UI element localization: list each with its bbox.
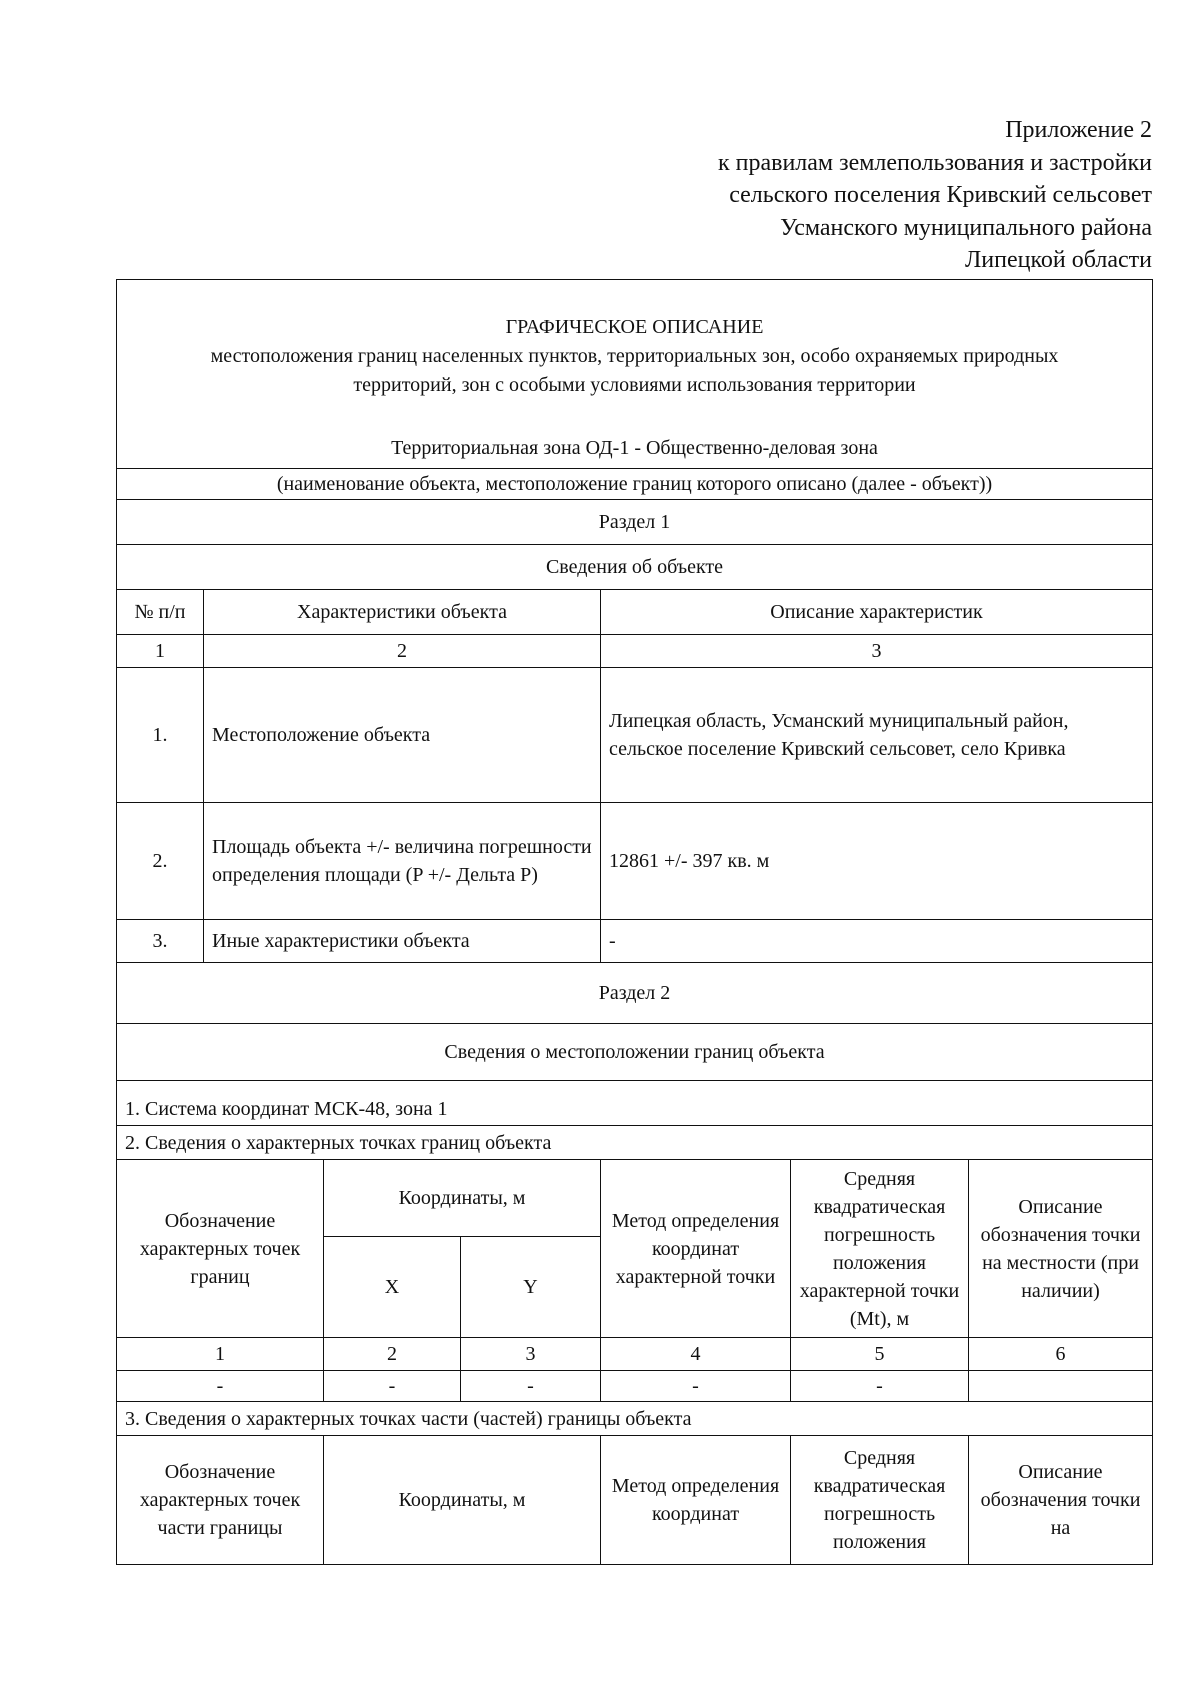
header-line-appendix: Приложение 2 (1005, 117, 1152, 143)
points-num-4: 4 (601, 1338, 791, 1371)
parts-col-description: Описание обозначения точки на (969, 1436, 1153, 1565)
points-num-3: 3 (461, 1338, 601, 1371)
parts-col-designation: Обозначение характерных точек части границы (117, 1436, 324, 1565)
row-description: Липецкая область, Усманский муниципальный район, сельское поселение Кривский сельсовет, село Кривка (601, 668, 1153, 803)
header-line-region: Липецкой области (965, 247, 1152, 273)
header-line-rules: к правилам землепользования и застройки (717, 149, 1152, 176)
row-characteristic: Площадь объекта +/- величина погрешности определения площади (P +/- Дельта P) (204, 803, 601, 920)
points-num-1: 1 (117, 1338, 324, 1371)
document-subtitle-line2: территорий, зон с особыми условиями использования территории (353, 374, 916, 396)
points-cell: - (601, 1371, 791, 1402)
col-header-characteristics: Характеристики объекта (204, 590, 601, 635)
section1-subtitle: Сведения об объекте (117, 545, 1153, 590)
points-col-x: X (324, 1237, 461, 1338)
parts-col-method: Метод определения координат (601, 1436, 791, 1565)
points-cell (969, 1371, 1153, 1402)
col-number-2: 2 (204, 635, 601, 668)
section1-title: Раздел 1 (117, 500, 1153, 545)
parts-col-coords: Координаты, м (324, 1436, 601, 1565)
table-row (117, 668, 1153, 803)
header-line-settlement: сельского поселения Кривский сельсовет (729, 182, 1152, 208)
points-num-2: 2 (324, 1338, 461, 1371)
points-cell: - (117, 1371, 324, 1402)
row-characteristic: Иные характеристики объекта (204, 920, 601, 963)
points-col-coords: Координаты, м (324, 1160, 601, 1237)
points-col-method: Метод определения координат характерной точки (601, 1160, 791, 1338)
row-description: - (601, 920, 1153, 963)
title-cell (117, 280, 1153, 469)
col-header-number: № п/п (117, 590, 204, 635)
table-row (117, 1371, 1153, 1402)
object-name: Территориальная зона ОД-1 - Общественно-деловая зона (391, 437, 878, 459)
points-num-5: 5 (791, 1338, 969, 1371)
row-number: 2. (117, 803, 204, 920)
points-col-designation: Обозначение характерных точек границ (117, 1160, 324, 1338)
section2-subtitle: Сведения о местоположении границ объекта (117, 1024, 1153, 1081)
graphic-description-form (116, 279, 1152, 1565)
col-number-1: 1 (117, 635, 204, 668)
document-header (718, 114, 1152, 277)
table-row (117, 920, 1153, 963)
row-characteristic: Местоположение объекта (204, 668, 601, 803)
points-cell: - (324, 1371, 461, 1402)
table-row (117, 803, 1153, 920)
section2-title: Раздел 2 (117, 963, 1153, 1024)
parts-col-error: Средняя квадратическая погрешность положения (791, 1436, 969, 1565)
form-table (116, 279, 1153, 1565)
header-line-district: Усманского муниципального района (780, 214, 1152, 241)
points-cell: - (461, 1371, 601, 1402)
row-number: 1. (117, 668, 204, 803)
row-description: 12861 +/- 397 кв. м (601, 803, 1153, 920)
points-cell: - (791, 1371, 969, 1402)
points-col-description: Описание обозначения точки на местности (при наличии) (969, 1160, 1153, 1338)
points-col-error: Средняя квадратическая погрешность положения характерной точки (Mt), м (791, 1160, 969, 1338)
row-number: 3. (117, 920, 204, 963)
col-number-3: 3 (601, 635, 1153, 668)
points-num-6: 6 (969, 1338, 1153, 1371)
col-header-description: Описание характеристик (601, 590, 1153, 635)
document-subtitle-line1: местоположения границ населенных пунктов, территориальных зон, особо охраняемых природных (210, 345, 1059, 367)
parts-title: 3. Сведения о характерных точках части (частей) границы объекта (117, 1402, 1153, 1436)
points-title: 2. Сведения о характерных точках границ объекта (117, 1126, 1153, 1160)
document-title: ГРАФИЧЕСКОЕ ОПИСАНИЕ (505, 316, 764, 338)
object-caption: (наименование объекта, местоположение границ которого описано (далее - объект)) (117, 469, 1153, 500)
coordinate-system: 1. Система координат МСК-48, зона 1 (117, 1081, 1153, 1126)
points-col-y: Y (461, 1237, 601, 1338)
